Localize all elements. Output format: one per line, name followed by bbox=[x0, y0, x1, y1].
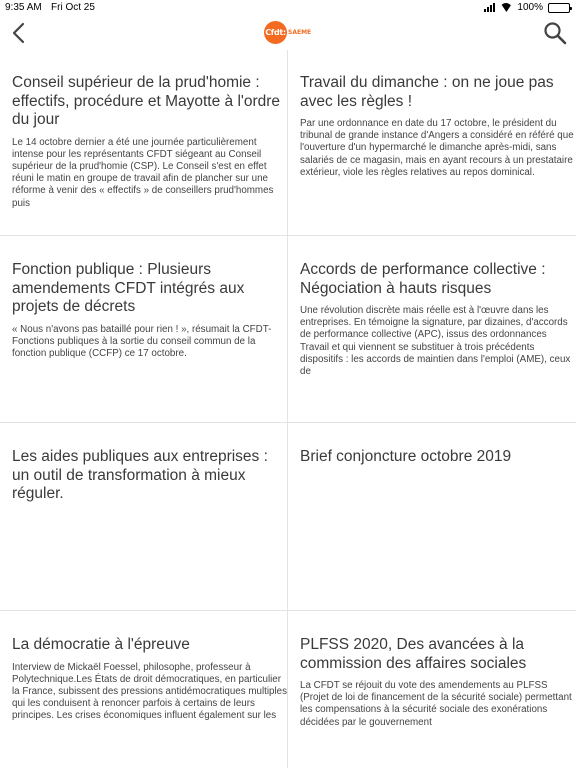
article-excerpt: Le 14 octobre dernier a été une journée particulièrement intense pour les représentants CFDT siégeant au Conseil supérieur de la prud'homie (CSP). Le Conseil s'est en effet réuni le matin en groupe de travail afin de plancher sur une réforme à venir des « effectifs » de conseillers prud'hommes puis bbox=[12, 136, 274, 209]
article-title: Travail du dimanche : on ne joue pas avec les règles ! bbox=[300, 74, 554, 110]
article-card[interactable] bbox=[12, 448, 288, 511]
article-title: Accords de performance collective : Négociation à hauts risques bbox=[300, 261, 546, 297]
nav-bar bbox=[0, 16, 576, 50]
article-card[interactable] bbox=[300, 636, 576, 729]
article-title: Conseil supérieur de la prud'homie : effectifs, procédure et Mayotte à l'ordre du jour bbox=[12, 74, 281, 128]
status-date: Fri Oct 25 bbox=[51, 2, 95, 13]
article-card[interactable] bbox=[300, 261, 576, 378]
search-button[interactable] bbox=[542, 20, 568, 46]
grid-divider-horizontal bbox=[0, 235, 576, 236]
status-bar bbox=[0, 0, 576, 16]
article-excerpt: La CFDT se réjouit du vote des amendements au PLFSS (Projet de loi de financement de la sécurité sociale) permettant les compensations à la sécurité sociale des exonérations décidées par le gouvernement bbox=[300, 680, 572, 728]
article-card[interactable] bbox=[12, 74, 288, 210]
logo-mark: Cfdt: bbox=[264, 21, 287, 44]
back-button[interactable] bbox=[6, 20, 30, 46]
article-card[interactable] bbox=[12, 636, 288, 723]
article-title: Brief conjoncture octobre 2019 bbox=[300, 448, 512, 465]
article-excerpt: Interview de Mickaël Foessel, philosophe, professeur à Polytechnique.Les États de droit démocratiques, en particulier la France, subissent des pressions antidémocratiques multiples qui les conduisent à renoncer parfois à certains de leurs principes. Les crises économiques influent également sur les bbox=[12, 661, 287, 722]
wifi-icon bbox=[500, 3, 512, 12]
article-excerpt: « Nous n'avons pas bataillé pour rien ! », résumait la CFDT-Fonctions publiques à la sortie du conseil commun de la fonction publique (CCFP) ce 17 octobre. bbox=[12, 323, 272, 359]
article-card[interactable] bbox=[300, 74, 576, 179]
search-icon bbox=[543, 21, 567, 45]
article-title: Les aides publiques aux entreprises : un outil de transformation à mieux réguler. bbox=[12, 448, 268, 502]
article-excerpt: Par une ordonnance en date du 17 octobre, le président du tribunal de grande instance d'Angers a considéré en référé que l'ouverture d'un hypermarché le dimanche après-midi, sans salariés de ce magasin, mais en ayant recours à un prestataire extérieur, viole les règles relatives au repos dominical. bbox=[300, 118, 574, 178]
article-excerpt: Une révolution discrète mais réelle est à l'œuvre dans les entreprises. En témoigne la signature, par dizaines, d'accords de performance collective (APC), issus des ordonnances Travail et qui viennent se substituer à trois précédents dispositifs : les accords de maintien dans l'emploi (AME), ceux de bbox=[300, 305, 571, 378]
signal-icon bbox=[484, 3, 495, 12]
battery-percent: 100% bbox=[517, 2, 543, 13]
article-title: Fonction publique : Plusieurs amendements CFDT intégrés aux projets de décrets bbox=[12, 261, 245, 315]
grid-divider-horizontal bbox=[0, 610, 576, 611]
article-card[interactable] bbox=[300, 448, 576, 474]
chevron-left-icon bbox=[11, 22, 25, 44]
status-time: 9:35 AM bbox=[5, 2, 42, 13]
article-title: PLFSS 2020, Des avancées à la commission des affaires sociales bbox=[300, 636, 527, 672]
cfdt-logo bbox=[264, 20, 311, 44]
article-title: La démocratie à l'épreuve bbox=[12, 636, 190, 653]
grid-divider-horizontal bbox=[0, 422, 576, 423]
article-grid bbox=[0, 50, 576, 768]
article-card[interactable] bbox=[12, 261, 288, 360]
logo-subtext: SAEME bbox=[288, 28, 312, 36]
battery-icon bbox=[548, 3, 570, 13]
status-indicators bbox=[484, 2, 570, 13]
